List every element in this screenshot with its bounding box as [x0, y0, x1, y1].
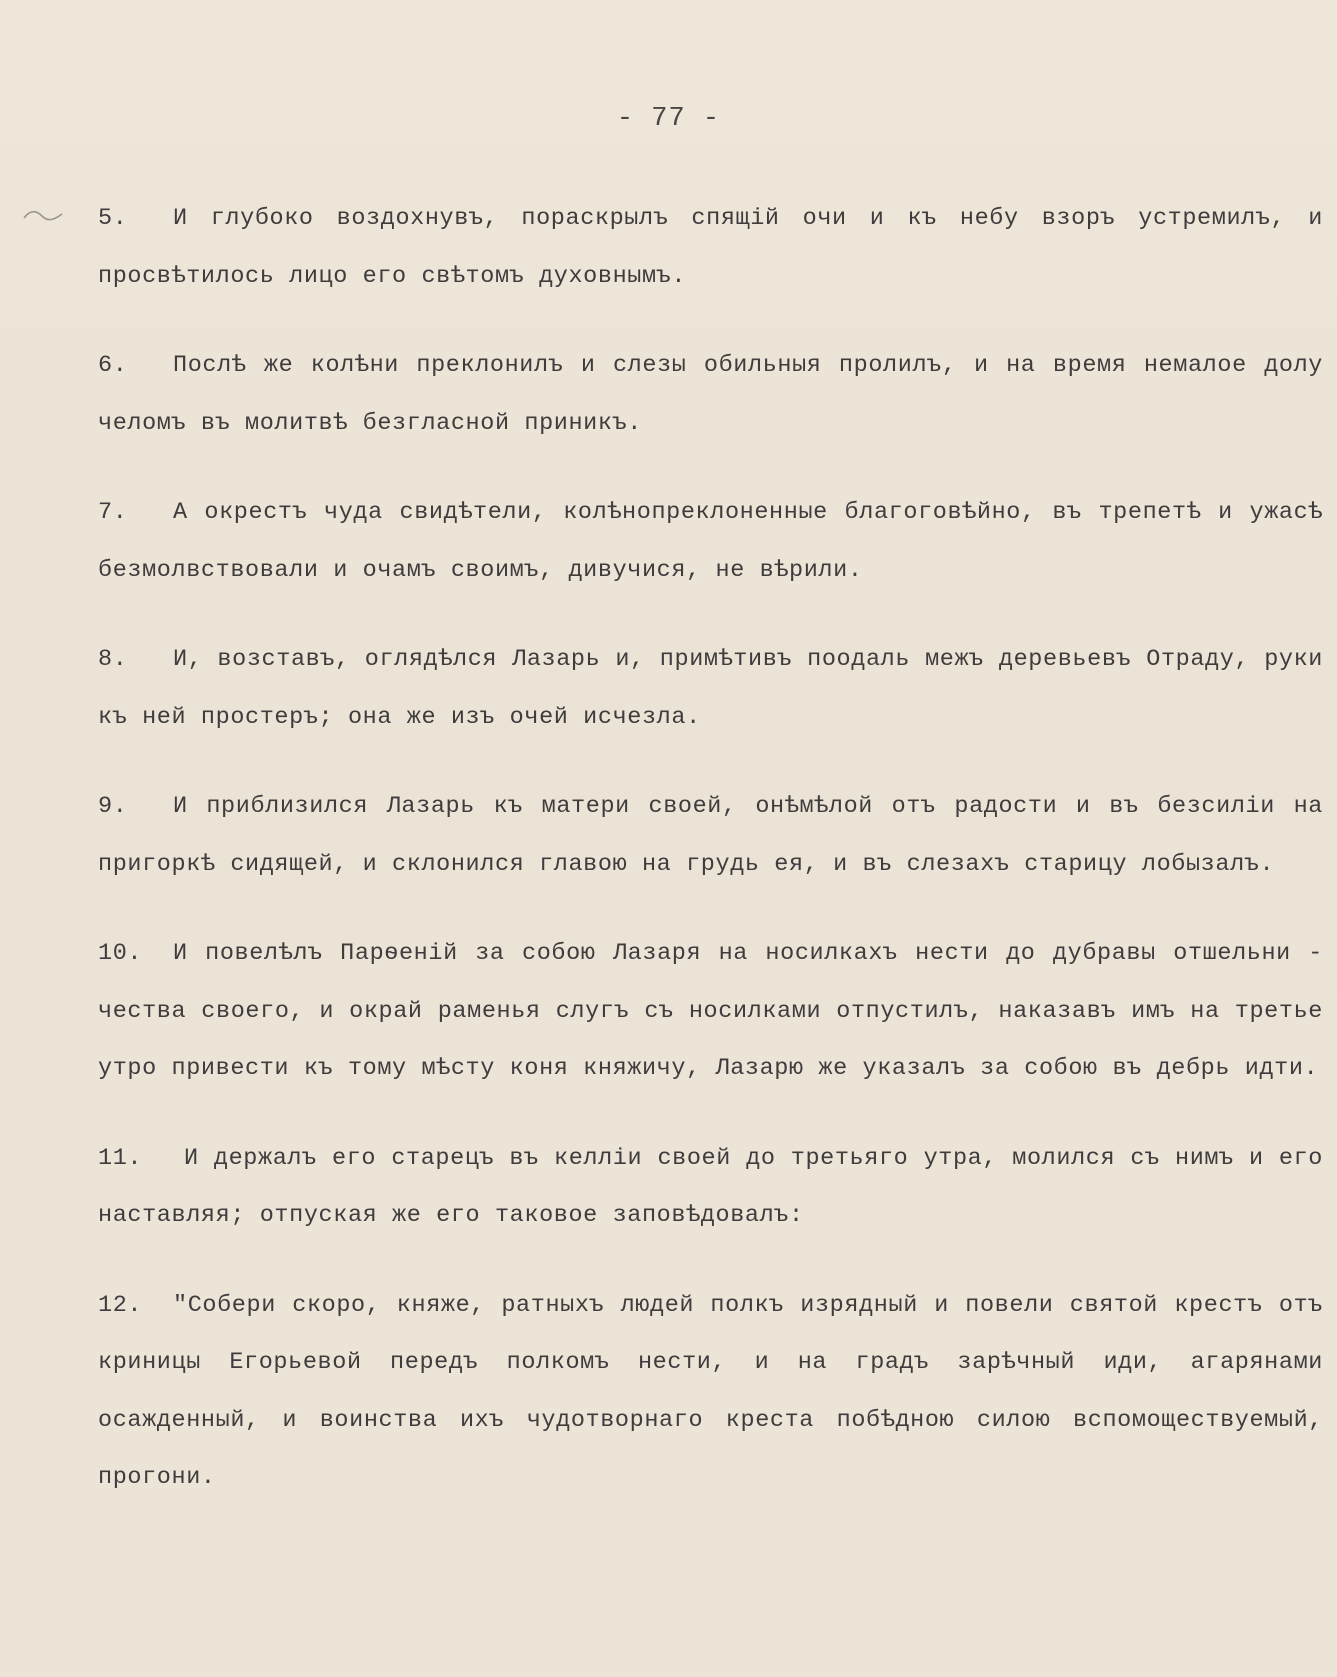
- paragraph-number: 7.: [98, 499, 128, 526]
- paragraph-8: [98, 631, 1323, 746]
- paragraph-number: 6.: [98, 352, 128, 379]
- paragraph-12: [98, 1277, 1323, 1507]
- paragraph-number: 11.: [98, 1144, 143, 1172]
- paragraph-6: [98, 337, 1323, 452]
- paragraph-7: [98, 484, 1323, 599]
- paragraph-text: И, возставъ, оглядѣлся Лазарь и, примѣтивъ поодаль межъ деревьевъ Отраду, руки къ ней простеръ; она же изъ очей исчезла.: [98, 646, 1323, 731]
- paragraph-5: [98, 190, 1323, 305]
- paragraph-text: И держалъ его старецъ въ келліи своей до третьяго утра, молился съ нимъ и его наставляя; отпуская же его таковое заповѣдовалъ:: [98, 1144, 1323, 1229]
- paragraph-text: "Собери скоро, княже, ратныхъ людей полкъ изрядный и повели святой крестъ отъ криницы Егорьевой передъ полкомъ нести, и на градъ зарѣчный иди, агарянами осажденный, и воинства ихъ чудотворнаго креста побѣдною силою вспомоществуемый, прогони.: [98, 1291, 1323, 1491]
- margin-pencil-mark: [22, 208, 64, 222]
- paragraph-number: 8.: [98, 646, 128, 673]
- page-number: - 77 -: [616, 104, 721, 134]
- paragraph-text: И повелѣлъ Парѳеній за собою Лазаря на носилкахъ нести до дубравы отшельни - чества своего, и окрай раменья слугъ съ носилками отпустилъ, наказавъ имъ на третье утро привести къ тому мѣсту коня княжичу, Лазарю же указалъ за собою въ дебрь идти.: [98, 940, 1323, 1082]
- paragraph-10: [98, 925, 1323, 1098]
- paragraph-text: И приблизился Лазарь къ матери своей, онѣмѣлой отъ радости и въ безсиліи на пригоркѣ сидящей, и склонился главою на грудь ея, и въ слезахъ старицу лобызалъ.: [98, 793, 1323, 878]
- paragraph-9: [98, 778, 1323, 893]
- paragraph-number: 5.: [98, 205, 128, 232]
- paragraph-text: А окрестъ чуда свидѣтели, колѣнопреклоненные благоговѣйно, въ трепетѣ и ужасѣ безмолвствовали и очамъ своимъ, дивучися, не вѣрили.: [98, 499, 1323, 584]
- typed-text-body: [98, 190, 1323, 1539]
- paragraph-number: 9.: [98, 793, 128, 820]
- paragraph-text: Послѣ же колѣни преклонилъ и слезы обильныя пролилъ, и на время немалое долу челомъ въ молитвѣ безгласной приникъ.: [98, 352, 1323, 437]
- paragraph-text: И глубоко воздохнувъ, пораскрылъ спящій очи и къ небу взоръ устремилъ, и просвѣтилось лицо его свѣтомъ духовнымъ.: [98, 205, 1323, 290]
- paragraph-number: 12.: [98, 1291, 143, 1319]
- paragraph-11: [98, 1130, 1323, 1245]
- paragraph-number: 10.: [98, 940, 143, 967]
